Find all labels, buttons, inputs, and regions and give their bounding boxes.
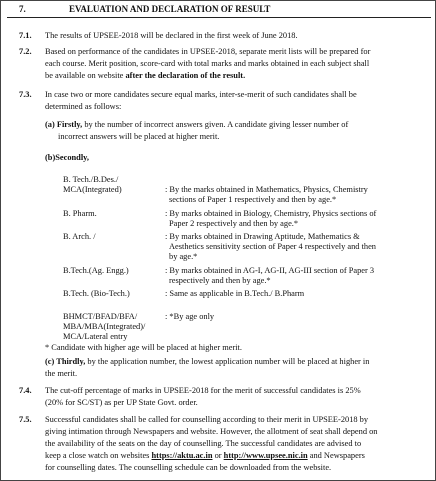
course-name: MBA/MBA(Integrated)/ [63, 322, 146, 331]
merit-rule: : Same as applicable in B.Tech./ B.Pharm [165, 289, 305, 298]
clause-a-line2: incorrect answers will be placed at higher merit. [58, 132, 220, 141]
upsee-website-link[interactable]: http://www.upsee.nic.in [223, 451, 308, 460]
course-name: B. Tech./B.Des./ [63, 175, 119, 184]
section-number: 7. [19, 4, 26, 14]
course-name: MCA(Integrated) [63, 185, 122, 194]
course-name: B.Tech. (Bio-Tech.) [63, 289, 130, 298]
clause-c-line1: (c) Thirdly, by the application number, the lowest application number will be placed at higher in [45, 357, 370, 366]
item-number-7-4: 7.4. [19, 386, 32, 395]
course-name: BHMCT/BFAD/BFA/ [63, 312, 138, 321]
item-number-7-3: 7.3. [19, 90, 32, 99]
item-text-7-5-line3: the availability of the seats on the day of counselling. The successful candidates are advised to [45, 439, 362, 448]
item-text-7-2-line1: Based on performance of the candidates in UPSEE-2018, separate merit lists will be prepared for [45, 47, 371, 56]
merit-rule: Aesthetics sensitivity section of Paper 4 respectively and then [169, 242, 376, 251]
item-number-7-2: 7.2. [19, 47, 32, 56]
item-text-7-4-line1: The cut-off percentage of marks in UPSEE-2018 for the merit of successful candidates is 25% [45, 386, 361, 395]
course-name: B.Tech.(Ag. Engg.) [63, 266, 129, 275]
section-title: EVALUATION AND DECLARATION OF RESULT [69, 4, 271, 14]
aktu-website-link[interactable]: https://aktu.ac.in [151, 451, 213, 460]
merit-rule: respectively and then by age.* [169, 276, 271, 285]
item-number-7-1: 7.1. [19, 31, 32, 40]
merit-rule: by age.* [169, 252, 198, 261]
clause-c-line2: the merit. [45, 369, 78, 378]
item-text-7-3-line2: determined as follows: [45, 102, 122, 111]
item-text-7-5-line5: for counselling dates. The counselling schedule can be downloaded from the website. [45, 463, 332, 472]
merit-rule: : By marks obtained in AG-I, AG-II, AG-III section of Paper 3 [165, 266, 375, 275]
item-number-7-5: 7.5. [19, 415, 32, 424]
item-text-7-5-line2: giving intimation through Newspapers and website. However, the allotment of seat shall depend on [45, 427, 378, 436]
item-text-7-5-line1: Successful candidates shall be called for counselling according to their merit in UPSEE-2018 by [45, 415, 369, 424]
merit-rule: sections of Paper 1 respectively and then by age.* [169, 195, 337, 204]
merit-rule: : *By age only [165, 312, 215, 321]
clause-a-line1: (a) Firstly, by the number of incorrect answers given. A candidate giving lesser number of [45, 120, 349, 129]
course-name: B. Arch. / [63, 232, 96, 241]
course-name: B. Pharm. [63, 209, 97, 218]
merit-rule: Paper 2 respectively and then by age.* [169, 219, 299, 228]
age-footnote: * Candidate with higher age will be placed at higher merit. [45, 343, 242, 352]
merit-rule: : By marks obtained in Drawing Aptitude, Mathematics & [165, 232, 360, 241]
item-text-7-2-line3: be available on website after the declaration of the result. [45, 71, 246, 80]
clause-b-label: (b)Secondly, [45, 153, 89, 162]
item-text-7-1: The results of UPSEE-2018 will be declared in the first week of June 2018. [45, 31, 298, 40]
merit-rule: : By marks obtained in Biology, Chemistry, Physics sections of [165, 209, 377, 218]
item-text-7-2-line2: each course. Merit position, score-card with total marks and marks obtained in each subject shall [45, 59, 370, 68]
item-text-7-5-line4: keep a close watch on websites https://aktu.ac.in or http://www.upsee.nic.in and Newspapers [45, 451, 365, 460]
merit-rule: : By the marks obtained in Mathematics, Physics, Chemistry [165, 185, 368, 194]
item-text-7-4-line2: (20% for SC/ST) as per UP State Govt. order. [45, 398, 198, 407]
item-text-7-3-line1: In case two or more candidates secure equal marks, inter-se-merit of such candidates shall be [45, 90, 357, 99]
course-name: MCA/Lateral entry [63, 332, 128, 341]
